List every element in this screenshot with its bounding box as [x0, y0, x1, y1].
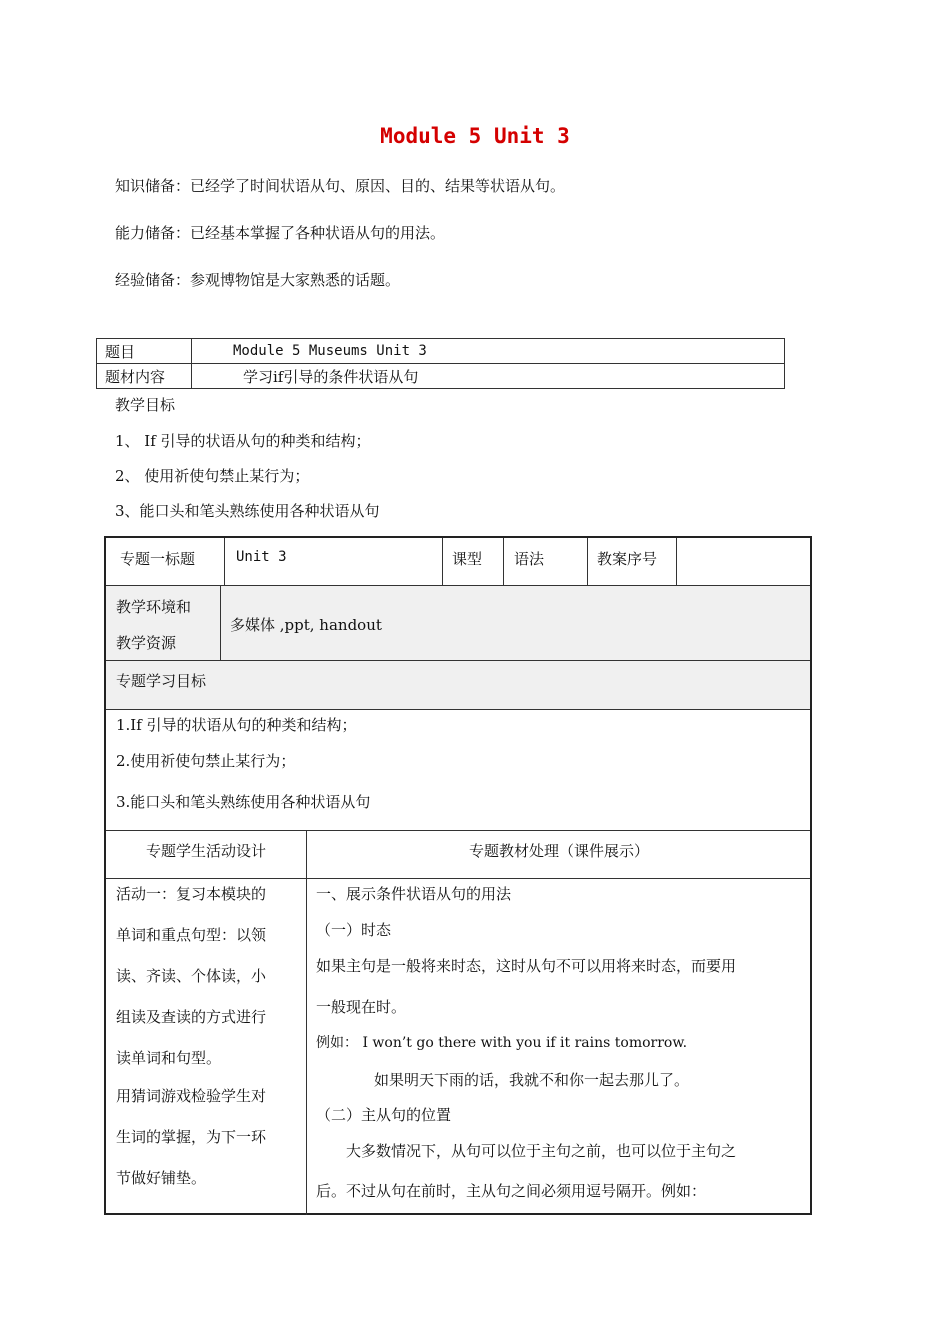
activity-line: 组读及查读的方式进行	[116, 1008, 267, 1026]
material-line: 后。不过从句在前时，主从句之间必须用逗号隔开。例如：	[316, 1182, 707, 1200]
material-line: 如果主句是一般将来时态，这时从句不可以用将来时态，而要用	[316, 957, 737, 975]
activity-line: 读、齐读、个体读，小	[116, 967, 267, 985]
activity-line: 单词和重点句型：以领	[116, 926, 267, 944]
material-line: （一）时态	[316, 921, 392, 939]
topic-row	[106, 538, 810, 586]
goal-item: 2、 使用祈使句禁止某行为；	[115, 467, 310, 485]
environment-label: 教学环境和	[116, 598, 192, 616]
goal-item: 1、 If 引导的状语从句的种类和结构；	[115, 432, 371, 450]
topic-title-label: 专题一标题	[120, 550, 196, 568]
objective-item: 2.使用祈使句禁止某行为；	[116, 752, 296, 770]
serial-label: 教案序号	[597, 550, 658, 568]
material-line: （二）主从句的位置	[316, 1106, 452, 1124]
objectives-heading: 专题学习目标	[116, 672, 207, 690]
material-line: 大多数情况下，从句可以位于主句之前，也可以位于主句之	[346, 1142, 737, 1160]
content-value: 学习if引导的条件状语从句	[192, 364, 785, 389]
activity-design-heading: 专题学生活动设计	[145, 842, 266, 860]
content-row	[106, 879, 810, 1215]
activity-line: 节做好铺垫。	[116, 1169, 207, 1187]
environment-value: 多媒体 ,ppt, handout	[230, 616, 382, 634]
document-title: Module 5 Unit 3	[380, 124, 570, 148]
content-label: 题材内容	[97, 364, 192, 389]
lesson-type-value: 语法	[514, 550, 545, 568]
material-line: 一、展示条件状语从句的用法	[316, 885, 512, 903]
topic-title-value: Unit 3	[236, 549, 287, 565]
ability-reserve: 能力储备：已经基本掌握了各种状语从句的用法。	[115, 224, 446, 242]
objective-item: 3.能口头和笔头熟练使用各种状语从句	[116, 793, 371, 811]
environment-row	[106, 586, 810, 661]
activity-line: 用猜词游戏检验学生对	[116, 1087, 267, 1105]
goal-item: 3、能口头和笔头熟练使用各种状语从句	[115, 502, 380, 520]
lesson-plan-table	[104, 536, 812, 1215]
column-heading-row	[106, 831, 810, 879]
goals-heading: 教学目标	[115, 396, 176, 414]
activity-line: 活动一：复习本模块的	[116, 885, 267, 903]
info-table	[96, 338, 785, 389]
objectives-heading-row	[106, 661, 810, 710]
material-example: 例如： I won’t go there with you if it rains tomorrow.	[316, 1035, 688, 1051]
lesson-type-label: 课型	[452, 550, 483, 568]
material-line: 一般现在时。	[316, 998, 407, 1016]
activity-line: 读单词和句型。	[116, 1049, 222, 1067]
experience-reserve: 经验储备：参观博物馆是大家熟悉的话题。	[115, 271, 401, 289]
activity-line: 生词的掌握，为下一环	[116, 1128, 267, 1146]
topic-value: Module 5 Museums Unit 3	[192, 339, 785, 364]
topic-label: 题目	[97, 339, 192, 364]
material-processing-heading: 专题教材处理（课件展示）	[468, 842, 649, 860]
knowledge-reserve: 知识储备：已经学了时间状语从句、原因、目的、结果等状语从句。	[115, 177, 566, 195]
objectives-row	[106, 710, 810, 831]
material-line: 如果明天下雨的话，我就不和你一起去那儿了。	[374, 1071, 690, 1089]
environment-label: 教学资源	[116, 634, 177, 652]
objective-item: 1.If 引导的状语从句的种类和结构；	[116, 716, 357, 734]
